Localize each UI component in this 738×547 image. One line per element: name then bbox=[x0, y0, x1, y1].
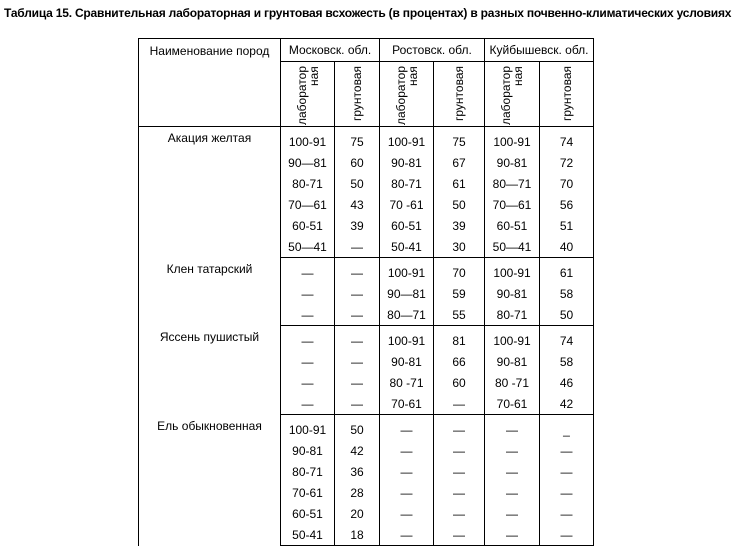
lab-value-cell: 50-41 bbox=[281, 524, 335, 546]
ground-value-cell: 43 bbox=[335, 194, 380, 215]
ground-value-cell: 61 bbox=[434, 173, 485, 194]
ground-value-cell: 70 bbox=[540, 173, 594, 194]
ground-value-cell: 51 bbox=[540, 215, 594, 236]
ground-value-cell: — bbox=[540, 440, 594, 461]
ground-value-cell: — bbox=[434, 503, 485, 524]
lab-value-cell: — bbox=[380, 482, 434, 503]
ground-value-cell: 58 bbox=[540, 351, 594, 372]
lab-value-cell: — bbox=[380, 415, 434, 441]
ground-value-cell: 60 bbox=[434, 372, 485, 393]
ground-value-cell: — bbox=[434, 461, 485, 482]
ground-value-cell: 74 bbox=[540, 326, 594, 352]
lab-value-cell: — bbox=[281, 258, 335, 284]
ground-value-cell: — bbox=[434, 440, 485, 461]
ground-value-cell: 55 bbox=[434, 304, 485, 326]
lab-value-cell: 50-41 bbox=[380, 236, 434, 258]
header-region-kuibyshev: Куйбышевск. обл. bbox=[485, 39, 594, 62]
lab-value-cell: 80 -71 bbox=[380, 372, 434, 393]
ground-value-cell: 39 bbox=[434, 215, 485, 236]
ground-value-cell: 60 bbox=[335, 152, 380, 173]
lab-value-cell: 90-81 bbox=[485, 283, 540, 304]
ground-value-cell: 46 bbox=[540, 372, 594, 393]
header-region-rostov: Ростовск. обл. bbox=[380, 39, 485, 62]
lab-value-cell: — bbox=[380, 503, 434, 524]
ground-value-cell: 75 bbox=[434, 127, 485, 153]
ground-value-cell: 30 bbox=[434, 236, 485, 258]
ground-value-cell: — bbox=[335, 351, 380, 372]
lab-value-cell: 80-71 bbox=[281, 461, 335, 482]
lab-value-cell: 70—61 bbox=[485, 194, 540, 215]
ground-value-cell: 59 bbox=[434, 283, 485, 304]
lab-value-cell: 70-61 bbox=[485, 393, 540, 415]
ground-value-cell: 61 bbox=[540, 258, 594, 284]
lab-value-cell: 50—41 bbox=[485, 236, 540, 258]
species-name: Ель обыкновенная bbox=[139, 415, 281, 546]
ground-value-cell: 20 bbox=[335, 503, 380, 524]
header-ground-moscow: грунтовая bbox=[335, 62, 380, 127]
lab-value-cell: — bbox=[281, 326, 335, 352]
ground-value-cell: 66 bbox=[434, 351, 485, 372]
ground-value-cell: — bbox=[335, 236, 380, 258]
ground-value-cell: 50 bbox=[540, 304, 594, 326]
lab-value-cell: 100-91 bbox=[281, 415, 335, 441]
lab-value-cell: — bbox=[281, 351, 335, 372]
lab-value-cell: 50—41 bbox=[281, 236, 335, 258]
header-ground-kuibyshev: грунтовая bbox=[540, 62, 594, 127]
ground-value-cell: 50 bbox=[335, 173, 380, 194]
lab-value-cell: 80-71 bbox=[380, 173, 434, 194]
ground-value-cell: 81 bbox=[434, 326, 485, 352]
ground-value-cell: 39 bbox=[335, 215, 380, 236]
lab-value-cell: 90-81 bbox=[380, 152, 434, 173]
lab-value-cell: 100-91 bbox=[485, 326, 540, 352]
ground-value-cell: 67 bbox=[434, 152, 485, 173]
lab-value-cell: 100-91 bbox=[380, 258, 434, 284]
ground-value-cell: 36 bbox=[335, 461, 380, 482]
ground-value-cell: 75 bbox=[335, 127, 380, 153]
header-lab-rostov: лаборатор ная bbox=[380, 62, 434, 127]
ground-value-cell: — bbox=[434, 393, 485, 415]
lab-value-cell: 100-91 bbox=[485, 258, 540, 284]
lab-value-cell: 80-71 bbox=[485, 304, 540, 326]
species-name: Клен татарский bbox=[139, 258, 281, 326]
header-region-moscow: Московск. обл. bbox=[281, 39, 380, 62]
ground-value-cell: 50 bbox=[434, 194, 485, 215]
lab-value-cell: — bbox=[281, 283, 335, 304]
ground-value-cell: _ bbox=[540, 415, 594, 441]
table-row bbox=[139, 258, 594, 284]
lab-value-cell: — bbox=[485, 415, 540, 441]
ground-value-cell: 42 bbox=[540, 393, 594, 415]
lab-value-cell: 60-51 bbox=[485, 215, 540, 236]
lab-value-cell: 90—81 bbox=[380, 283, 434, 304]
ground-value-cell: — bbox=[434, 415, 485, 441]
header-lab-moscow: лаборатор ная bbox=[281, 62, 335, 127]
lab-value-cell: 80 -71 bbox=[485, 372, 540, 393]
ground-value-cell: — bbox=[434, 524, 485, 546]
lab-value-cell: — bbox=[380, 440, 434, 461]
ground-value-cell: — bbox=[434, 482, 485, 503]
table-caption: Таблица 15. Сравнительная лабораторная и грунтовая всхожесть (в процентах) в разных почвенно-климатических условиях bbox=[4, 6, 732, 20]
ground-value-cell: — bbox=[540, 482, 594, 503]
ground-value-cell: — bbox=[335, 283, 380, 304]
header-ground-rostov: грунтовая bbox=[434, 62, 485, 127]
lab-value-cell: — bbox=[485, 524, 540, 546]
lab-value-cell: — bbox=[485, 482, 540, 503]
lab-value-cell: 80—71 bbox=[380, 304, 434, 326]
ground-value-cell: — bbox=[335, 326, 380, 352]
lab-value-cell: 80-71 bbox=[281, 173, 335, 194]
ground-value-cell: 50 bbox=[335, 415, 380, 441]
lab-value-cell: 100-91 bbox=[380, 326, 434, 352]
germination-table bbox=[138, 38, 594, 546]
ground-value-cell: 74 bbox=[540, 127, 594, 153]
ground-value-cell: 18 bbox=[335, 524, 380, 546]
ground-value-cell: — bbox=[335, 258, 380, 284]
lab-value-cell: — bbox=[485, 461, 540, 482]
species-name: Акация желтая bbox=[139, 127, 281, 258]
lab-value-cell: 90-81 bbox=[281, 440, 335, 461]
header-lab-kuibyshev: лаборатор ная bbox=[485, 62, 540, 127]
ground-value-cell: 72 bbox=[540, 152, 594, 173]
lab-value-cell: 90-81 bbox=[485, 152, 540, 173]
ground-value-cell: — bbox=[335, 393, 380, 415]
ground-value-cell: 70 bbox=[434, 258, 485, 284]
lab-value-cell: — bbox=[485, 503, 540, 524]
ground-value-cell: — bbox=[335, 372, 380, 393]
lab-value-cell: — bbox=[281, 372, 335, 393]
lab-value-cell: 70-61 bbox=[380, 393, 434, 415]
table-row bbox=[139, 127, 594, 153]
ground-value-cell: — bbox=[335, 304, 380, 326]
header-species: Наименование пород bbox=[139, 39, 281, 127]
ground-value-cell: — bbox=[540, 461, 594, 482]
lab-value-cell: 70-61 bbox=[281, 482, 335, 503]
ground-value-cell: 40 bbox=[540, 236, 594, 258]
lab-value-cell: 100-91 bbox=[380, 127, 434, 153]
lab-value-cell: 90-81 bbox=[380, 351, 434, 372]
ground-value-cell: — bbox=[540, 503, 594, 524]
lab-value-cell: — bbox=[281, 304, 335, 326]
ground-value-cell: 42 bbox=[335, 440, 380, 461]
lab-value-cell: — bbox=[485, 440, 540, 461]
lab-value-cell: — bbox=[380, 461, 434, 482]
lab-value-cell: 70—61 bbox=[281, 194, 335, 215]
species-name: Яссень пушистый bbox=[139, 326, 281, 415]
table-row bbox=[139, 415, 594, 441]
lab-value-cell: — bbox=[281, 393, 335, 415]
lab-value-cell: 100-91 bbox=[281, 127, 335, 153]
lab-value-cell: — bbox=[380, 524, 434, 546]
lab-value-cell: 90-81 bbox=[485, 351, 540, 372]
lab-value-cell: 80—71 bbox=[485, 173, 540, 194]
ground-value-cell: 58 bbox=[540, 283, 594, 304]
lab-value-cell: 60-51 bbox=[281, 503, 335, 524]
lab-value-cell: 100-91 bbox=[485, 127, 540, 153]
table-row bbox=[139, 326, 594, 352]
table-body bbox=[139, 127, 594, 546]
ground-value-cell: — bbox=[540, 524, 594, 546]
lab-value-cell: 90—81 bbox=[281, 152, 335, 173]
ground-value-cell: 56 bbox=[540, 194, 594, 215]
lab-value-cell: 60-51 bbox=[281, 215, 335, 236]
ground-value-cell: 28 bbox=[335, 482, 380, 503]
lab-value-cell: 70 -61 bbox=[380, 194, 434, 215]
lab-value-cell: 60-51 bbox=[380, 215, 434, 236]
